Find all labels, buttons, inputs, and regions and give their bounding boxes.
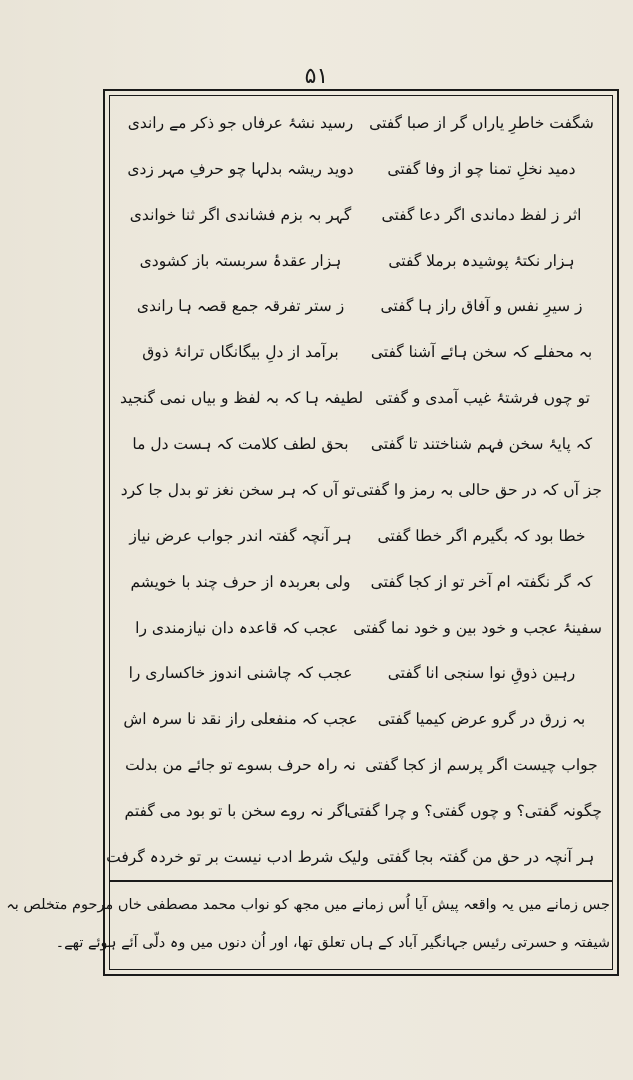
couplet [112, 238, 610, 284]
couplet-first-line: بحق لطف کلامت کہ ہست دل ما [132, 435, 349, 454]
couplet [112, 100, 610, 146]
couplet [112, 742, 610, 788]
couplet-second-line: ہزار نکتۂ پوشیدہ برملا گفتی [388, 251, 575, 270]
couplet-first-line: تو آں کہ ہر سخن نغز تو بدل جا کرد [120, 480, 356, 499]
page-number: ۵۱ [304, 64, 329, 89]
couplet [112, 788, 610, 834]
couplet [112, 192, 610, 238]
couplet-first-line: عجب کہ چاشنی اندوز خاکساری را [128, 664, 353, 683]
couplet [112, 146, 610, 192]
couplet-second-line: بہ محفلے کہ سخن ہائے آشنا گفتی [370, 343, 593, 362]
couplet [112, 651, 610, 697]
couplet-first-line: ولی بعربدہ از حرف چند با خویشم [130, 572, 351, 591]
couplet-second-line: دمید نخلِ تمنا چو از وفا گفتی [387, 159, 576, 178]
footnote-line: شیفتہ و حسرتی رئیس جہانگیر آباد کے ہاں تعلق تھا، اور اُن دنوں میں وہ دلّی آئے ہوئے تھے۔ [55, 935, 610, 951]
couplet-first-line: اگر نہ روے سخن با تو بود می گفتم [124, 802, 349, 821]
couplet-second-line: جز آں کہ در حق حالی بہ رمز وا گفتی [356, 480, 602, 499]
couplet-first-line: ہزار عقدۂ سربستہ باز کشودی [139, 251, 342, 270]
couplet-second-line: کہ پایۂ سخن فہم شناختند تا گفتی [370, 435, 593, 454]
footnote-divider [110, 880, 612, 882]
couplet-second-line: جواب چیست اگر پرسم از کجا گفتی [365, 756, 598, 775]
couplet-first-line: لطیفہ ہا کہ بہ لفظ و بیاں نمی گنجید [120, 389, 364, 408]
couplet-second-line: رہین ذوقِ نوا سنجی انا گفتی [387, 664, 576, 683]
couplet [112, 329, 610, 375]
couplet-second-line: سفینۂ عجب و خود بین و خود نما گفتی [353, 618, 602, 637]
couplet [112, 467, 610, 513]
couplet-second-line: شگفت خاطرِ یاراں گر از صبا گفتی [369, 113, 594, 132]
couplet-second-line: ز سیرِ نفس و آفاق راز ہا گفتی [380, 297, 583, 316]
couplet-first-line: عجب کہ قاعدہ دان نیازمندی را [135, 618, 339, 637]
couplet [112, 513, 610, 559]
couplet [112, 605, 610, 651]
couplet-second-line: تو چوں فرشتۂ غیب آمدی و گفتی [375, 389, 590, 408]
couplet-first-line: ولیک شرط ادب نیست بر تو خردہ گرفت [106, 847, 369, 866]
couplet-first-line: ز ستر تفرقہ جمع قصہ ہا راندی [136, 297, 345, 316]
ghazal-verses [106, 100, 610, 880]
couplet-second-line: اثر ز لفظ دماندی اگر دعا گفتی [381, 205, 582, 224]
couplet [112, 421, 610, 467]
couplet [112, 375, 610, 421]
couplet [112, 696, 610, 742]
couplet-first-line: عجب کہ منفعلی راز نقد نا سرہ اش [123, 710, 358, 729]
footnote [6, 886, 610, 962]
couplet-first-line: ہر آنچہ گفتہ اندر جواب عرض نیاز [129, 526, 352, 545]
couplet-first-line: نہ راہ حرف بسوے تو جائے من بدلت [125, 756, 356, 775]
couplet-second-line: کہ گر نگفتہ ام آخر تو از کجا گفتی [370, 572, 593, 591]
couplet-second-line: بہ زرق در گرو عرض کیمیا گفتی [377, 710, 586, 729]
couplet-first-line: رسید نشۂ عرفاں جو ذکر مے راندی [127, 113, 354, 132]
couplet-second-line: ہر آنچہ در حق من گفتہ بجا گفتی [376, 847, 595, 866]
couplet [106, 834, 610, 880]
couplet [112, 559, 610, 605]
couplet-first-line: گہر بہ بزم فشاندی اگر ثنا خواندی [129, 205, 352, 224]
footnote-line: جس زمانے میں یہ واقعہ پیش آیا اُس زمانے میں مجھ کو نواب محمد مصطفی خاں مرحوم متخلص بہ [6, 897, 610, 913]
couplet-first-line: دوید ریشہ بدلہا چو حرفِ مہر زدی [127, 159, 354, 178]
couplet-second-line: چگونہ گفتی؟ و چوں گفتی؟ و چرا گفتی [346, 802, 602, 821]
couplet-first-line: برآمد از دلِ بیگانگاں ترانۂ ذوق [142, 343, 339, 362]
couplet [112, 284, 610, 330]
couplet-second-line: خطا بود کہ بگیرم اگر خطا گفتی [377, 526, 586, 545]
